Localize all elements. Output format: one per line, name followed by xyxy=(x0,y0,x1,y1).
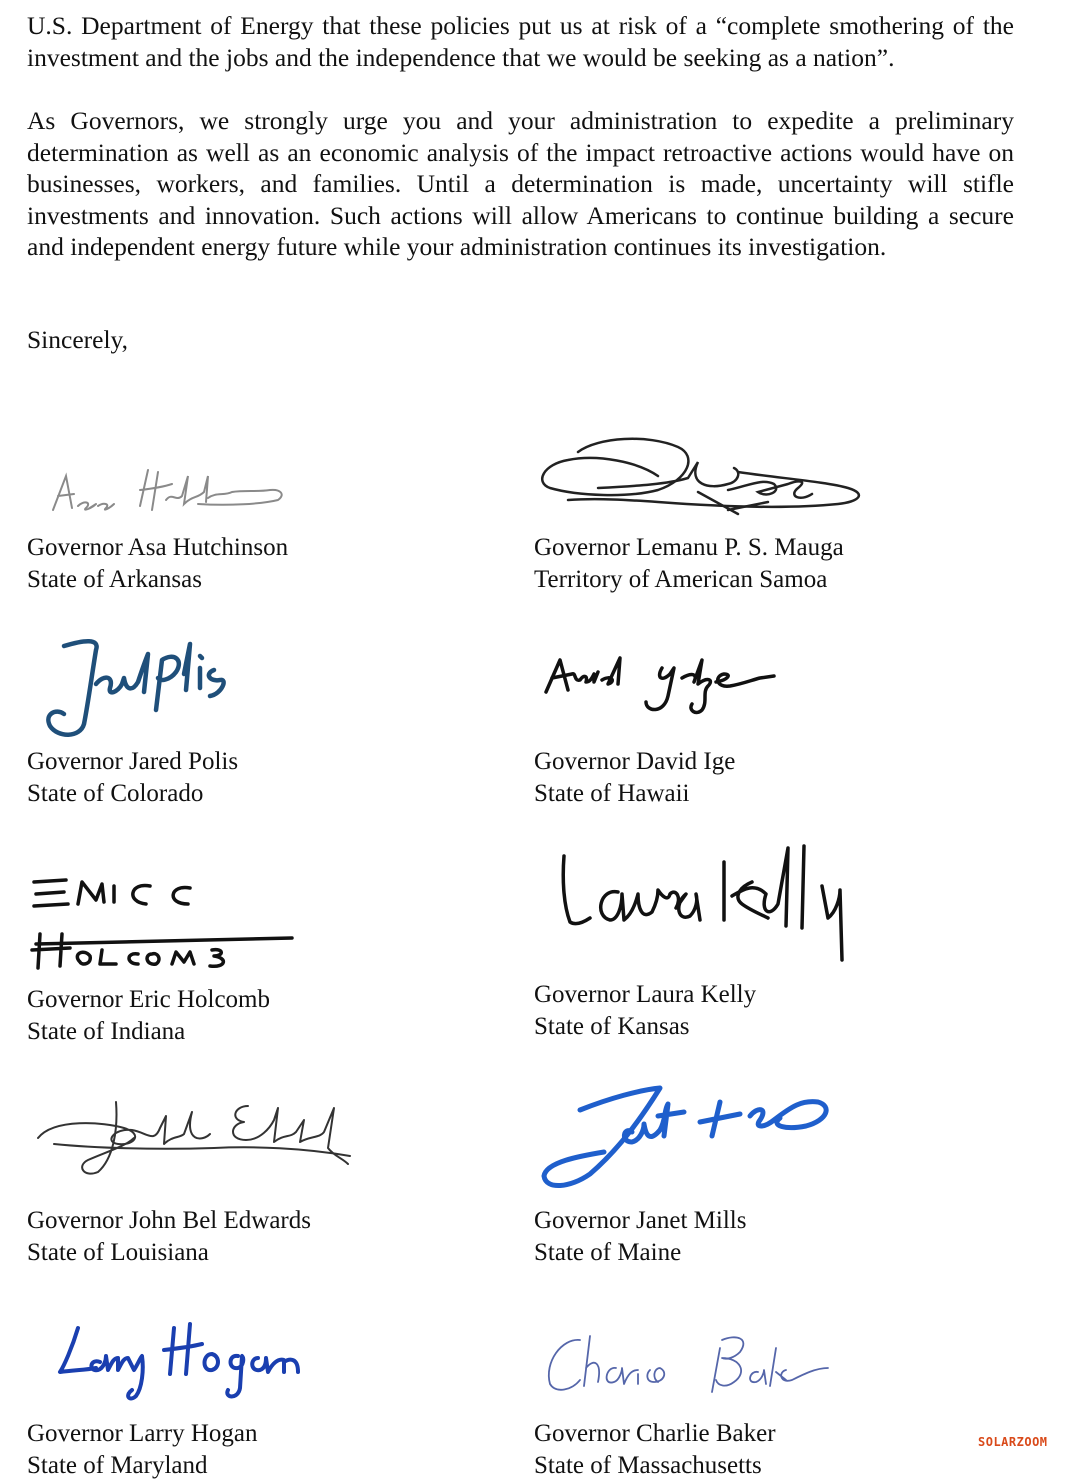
signatory-name: Governor Larry Hogan xyxy=(27,1418,257,1450)
signatory-state: State of Hawaii xyxy=(534,778,735,810)
signature-john-bel-edwards xyxy=(34,1098,364,1178)
signature-lemanu-mauga xyxy=(538,432,878,527)
signatory-state: State of Louisiana xyxy=(27,1237,311,1269)
signatory-state: State of Colorado xyxy=(27,778,238,810)
signatory-name: Governor Lemanu P. S. Mauga xyxy=(534,532,844,564)
signatory-block xyxy=(27,1418,257,1481)
signature-charlie-baker xyxy=(540,1328,840,1408)
signatory-name: Governor John Bel Edwards xyxy=(27,1205,311,1237)
signatory-name: Governor Jared Polis xyxy=(27,746,238,778)
signatory-block xyxy=(534,979,756,1042)
signatory-state: State of Maine xyxy=(534,1237,746,1269)
signatory-block xyxy=(534,1418,776,1481)
signatory-state: State of Indiana xyxy=(27,1016,270,1048)
signatory-name: Governor Laura Kelly xyxy=(534,979,756,1011)
signatory-block xyxy=(27,984,270,1047)
signatory-state: State of Maryland xyxy=(27,1450,257,1481)
signatory-name: Governor Charlie Baker xyxy=(534,1418,776,1450)
signature-david-ige xyxy=(542,652,792,722)
signature-laura-kelly xyxy=(556,842,906,972)
letter-paragraph-2: As Governors, we strongly urge you and your administration to expedite a preliminary determination as well as an economic analysis of the impact retroactive actions would have on businesses, workers, and families. Until a determination is made, uncertainty will stifle investments and innovation. Such actions will allow Americans to continue building a secure and independent energy future while your administration continues its investigation. xyxy=(27,105,1014,263)
signatory-block xyxy=(534,746,735,809)
signature-asa-hutchinson xyxy=(48,462,298,522)
signature-janet-mills xyxy=(540,1080,840,1195)
signatory-block xyxy=(27,746,238,809)
signatory-block xyxy=(27,532,288,595)
signatory-block xyxy=(27,1205,311,1268)
signatory-state: State of Kansas xyxy=(534,1011,756,1043)
signatory-name: Governor Eric Holcomb xyxy=(27,984,270,1016)
signatory-state: State of Massachusetts xyxy=(534,1450,776,1481)
signature-jared-polis xyxy=(44,634,244,744)
signature-larry-hogan xyxy=(52,1318,312,1408)
signatory-name: Governor Janet Mills xyxy=(534,1205,746,1237)
letter-paragraph-1: U.S. Department of Energy that these policies put us at risk of a “complete smothering of the investment and the jobs and the independence that we would be seeking as a nation”. xyxy=(27,10,1014,73)
signatory-name: Governor David Ige xyxy=(534,746,735,778)
signatory-block xyxy=(534,1205,746,1268)
closing-salutation: Sincerely, xyxy=(27,325,128,355)
signatory-state: State of Arkansas xyxy=(27,564,288,596)
signatory-name: Governor Asa Hutchinson xyxy=(27,532,288,564)
signatory-state: Territory of American Samoa xyxy=(534,564,844,596)
signature-eric-holcomb xyxy=(30,872,300,977)
signatory-block xyxy=(534,532,844,595)
watermark: SOLARZOOM xyxy=(978,1435,1048,1449)
